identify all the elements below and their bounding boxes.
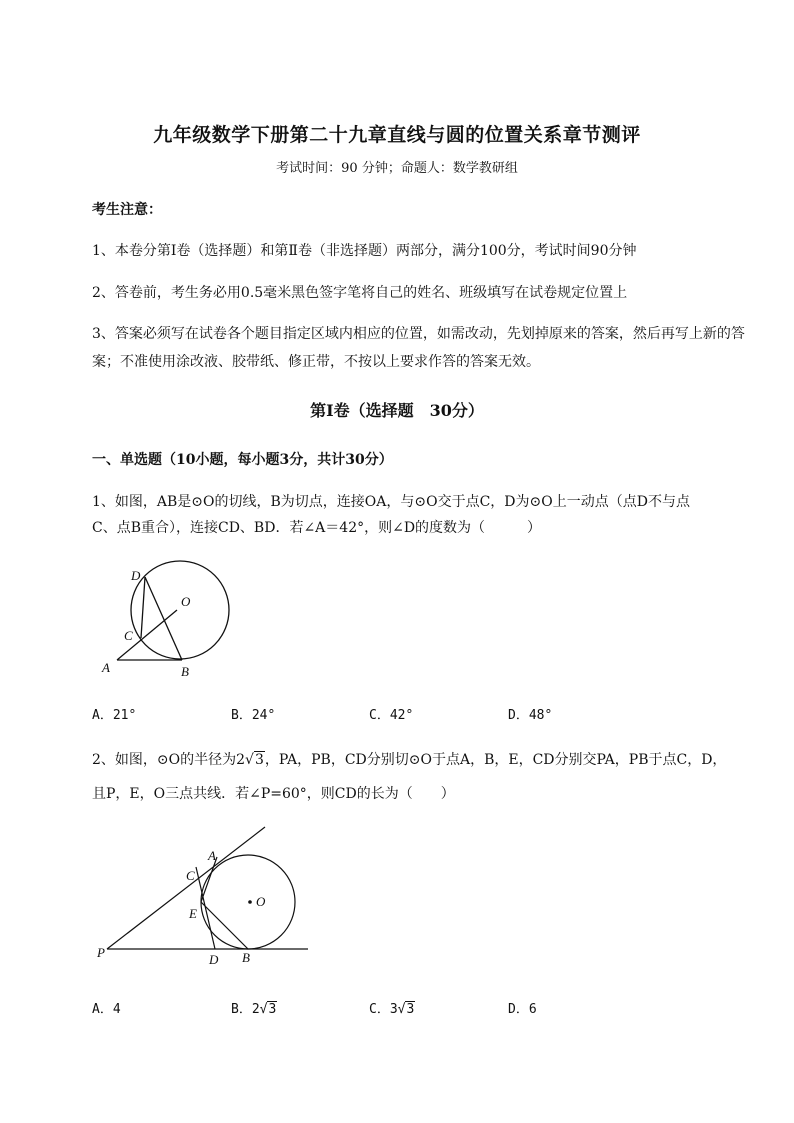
q2-text-line1 [92, 746, 752, 774]
q1-option-b[interactable]: B．24° [231, 708, 276, 723]
q2-sqrt: √3 [245, 752, 264, 768]
q2-option-b-radicand: 3 [268, 1002, 277, 1017]
q1-label-c: C [124, 628, 133, 643]
q2-option-a[interactable]: A．4 [92, 1002, 121, 1017]
q2-tangent-pa [107, 827, 265, 949]
q1-label-b: B [181, 664, 189, 679]
q1-chord-dc [141, 577, 145, 638]
q1-option-c[interactable]: C．42° [369, 708, 414, 723]
q2-text-line2: 且P，E，O三点共线．若∠P=60°，则CD的长为（ ） [92, 786, 455, 802]
q1-option-d[interactable]: D．48° [508, 708, 553, 723]
part-heading: 一、单选题（10小题，每小题3分，共计30分） [92, 452, 393, 468]
q2-text-prefix: 2、如图，⊙O的半径为2 [92, 752, 246, 768]
q2-option-c-sqrt: √3 [397, 1002, 415, 1017]
q1-text-line1: 1、如图，AB是⊙O的切线，B为切点，连接OA，与⊙O交于点C，D为⊙O上一动点（点D不与点 [92, 494, 690, 510]
q2-option-c-prefix: C．3 [369, 1002, 398, 1017]
notice-item-2: 2、答卷前，考生务必用0.5毫米黑色签字笔将自己的姓名、班级填写在试卷规定位置上 [92, 285, 628, 301]
q1-figure [95, 560, 265, 685]
notice-item-1: 1、本卷分第Ⅰ卷（选择题）和第Ⅱ卷（非选择题）两部分，满分100分，考试时间90分钟 [92, 243, 637, 259]
q1-option-a[interactable]: A．21° [92, 708, 137, 723]
q2-label-e: E [189, 906, 197, 921]
q1-text-line2: C、点B重合），连接CD、BD．若∠A＝42°，则∠D的度数为（ ） [92, 520, 542, 536]
notice-item-3: 3、答案必须写在试卷各个题目指定区域内相应的位置，如需改动，先划掉原来的答案，然后再写上新的答案；不准使用涂改液、胶带纸、修正带，不按以上要求作答的答案无效。 [92, 326, 745, 370]
q1-circle [131, 561, 229, 659]
q1-label-d: D [131, 568, 141, 583]
section-title: 第Ⅰ卷（选择题 30分） [310, 401, 484, 420]
q2-option-c-radicand: 3 [406, 1002, 415, 1017]
q1-chord-db [145, 577, 182, 660]
notice-heading: 考生注意： [92, 202, 162, 218]
q2-label-p: P [97, 945, 105, 960]
q2-tangent-cd [196, 867, 215, 949]
q2-line-ea [201, 857, 217, 902]
q2-option-d[interactable]: D．6 [508, 1002, 537, 1017]
q2-text-suffix: ，PA，PB，CD分别切⊙O于点A，B，E，CD分别交PA，PB于点C，D， [264, 752, 727, 768]
q2-label-b: B [242, 950, 250, 965]
q2-option-c[interactable] [369, 998, 415, 1017]
q2-option-b-prefix: B．2 [231, 1002, 260, 1017]
q2-label-a: A [208, 848, 216, 863]
q2-label-d: D [209, 952, 219, 967]
q2-option-b[interactable] [231, 998, 277, 1017]
q2-option-b-sqrt: √3 [259, 1002, 277, 1017]
q1-label-a: A [102, 660, 110, 675]
q2-figure [90, 820, 320, 970]
page-title: 九年级数学下册第二十九章直线与圆的位置关系章节测评 [153, 124, 641, 146]
q2-circle [201, 855, 295, 949]
q2-label-o: O [256, 894, 266, 909]
q2-line-eb [201, 902, 248, 949]
q1-label-o: O [181, 594, 191, 609]
exam-info: 考试时间：90 分钟；命题人：数学教研组 [276, 161, 518, 176]
q2-center-dot [248, 900, 252, 904]
q2-label-c: C [186, 868, 195, 883]
q2-sqrt-arg: 3 [254, 752, 264, 768]
